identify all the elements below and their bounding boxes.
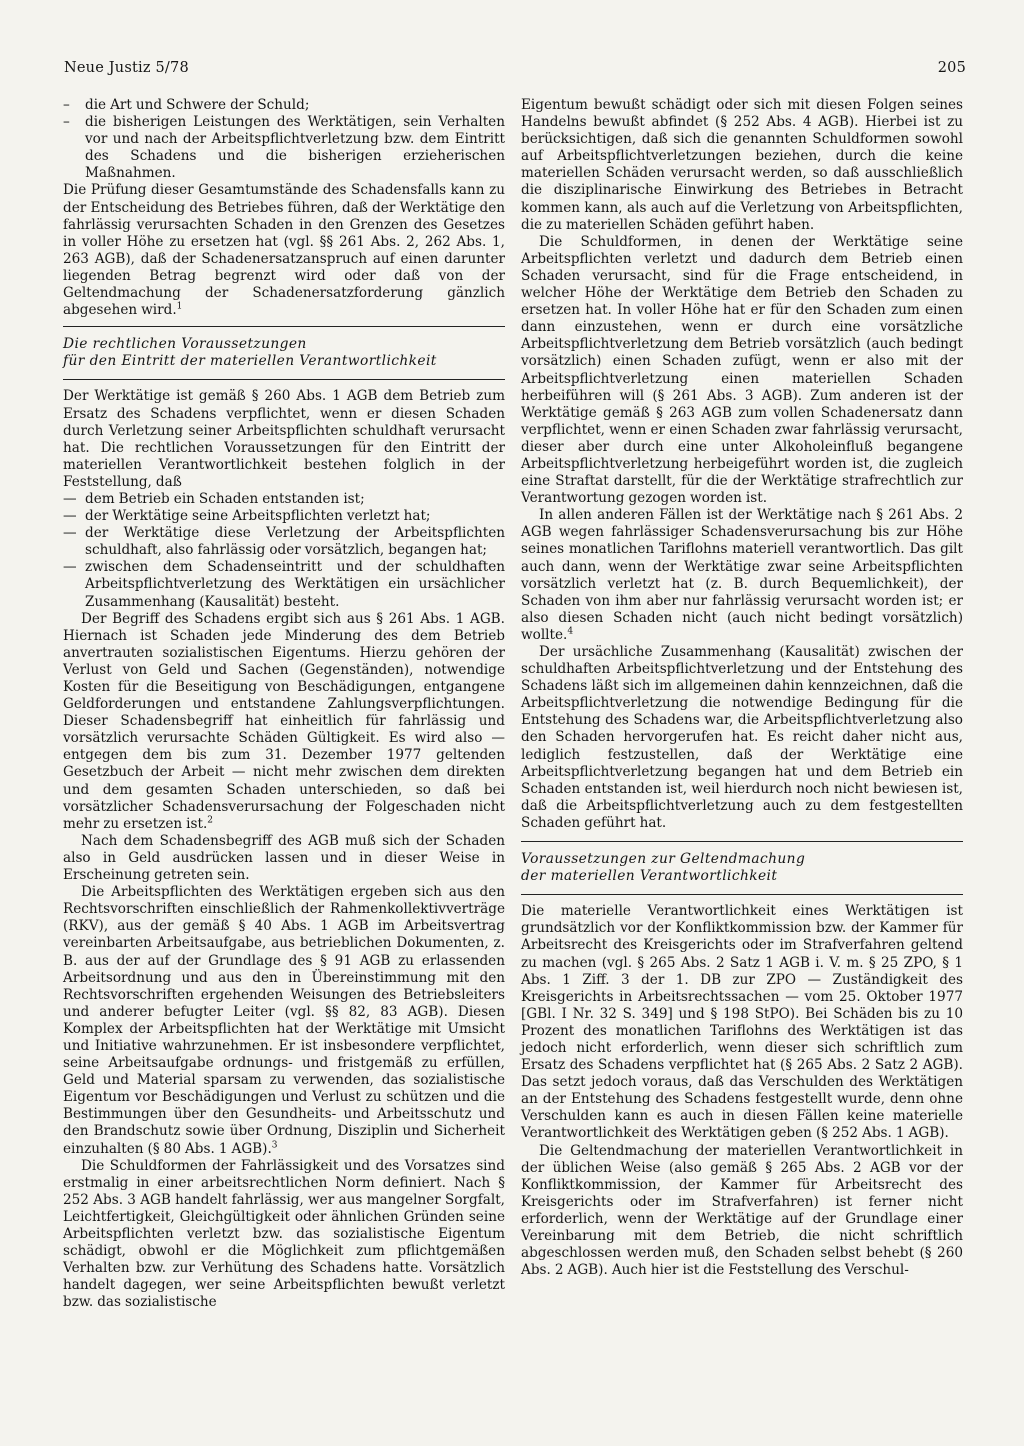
paragraph (63, 611, 505, 833)
list-item-text: zwischen dem Schadenseintritt und der schuldhaften Arbeitspflichtverletzung des Werktätigen ein ursächlicher Zusammenhang (Kausalität) besteht. (85, 559, 505, 610)
paragraph: Die Schuldformen, in denen der Werktätige seine Arbeitspflichten verletzt und dadurch dem Betrieb einen Schaden verursacht, sind für die Frage entscheidend, in welcher Höhe der Werktätige dem Betrieb den Schaden zu ersetzen hat. In voller Höhe hat er für den Schaden zum einen dann einzustehen, wenn er durch eine vorsätzliche Arbeitspflichtverletzung dem Betrieb vorsätzlich (auch bedingt vorsätzlich) einen Schaden zufügt, wenn er also mit der Arbeitspflichtverletzung einen materiellen Schaden herbeiführen will (§ 261 Abs. 3 AGB). Zum anderen ist der Werktätige gemäß § 263 AGB zum vollen Schadenersatz dann verpflichtet, wenn er einen Schaden zwar fahrlässig verursacht, dieser aber durch eine unter Alkoholeinfluß begangene Arbeitspflichtverletzung herbeigeführt worden ist, die zugleich eine Straftat darstellt, für die der Werktätige strafrechtlich zur Verantwortung gezogen worden ist. (521, 233, 963, 507)
footnote-ref: 4 (567, 626, 574, 637)
section-divider (521, 894, 963, 895)
list-item-text: der Werktätige diese Verletzung der Arbeitspflichten schuldhaft, also fahrlässig oder vorsätzlich, begangen hat; (85, 525, 505, 559)
list-item-text: der Werktätige seine Arbeitspflichten verletzt hat; (85, 508, 431, 525)
list-dash: — (63, 490, 77, 507)
paragraph: Eigentum bewußt schädigt oder sich mit diesen Folgen seines Handelns bewußt abfindet (§ 252 Abs. 4 AGB). Hierbei ist zu berücksichtigen, daß sich die genannten Schuldformen sowohl auf Arbeitspflichtverletzungen beziehen, durch die keine materiellen Schäden verursacht werden, so daß ausschließlich die disziplinarische Einwirkung des Betriebes in Betracht kommen kann, als auch auf die Verletzung von Arbeitspflichten, die zu materiellen Schäden geführt haben. (521, 97, 963, 233)
list-item-text: dem Betrieb ein Schaden entstanden ist; (85, 490, 365, 507)
footnote-ref: 2 (207, 815, 213, 826)
paragraph: Die Geltendmachung der materiellen Verantwortlichkeit in der üblichen Weise (also gemäß § 265 Abs. 2 AGB vor der Konfliktkommission, der Kammer für Arbeitsrecht des Kreisgerichts oder im Strafverfahren) ist ferner nicht erforderlich, wenn der Werktätige auf der Grundlage einer Vereinbarung mit dem Betrieb, die nicht schriftlich abgeschlossen werden muß, den Schaden selbst behebt (§ 260 Abs. 2 AGB). Auch hier ist die Feststellung des Verschul- (521, 1142, 963, 1279)
section-heading (63, 336, 505, 370)
paragraph: Nach dem Schadensbegriff des AGB muß sich der Schaden also in Geld ausdrücken lassen und in dieser Weise in Erscheinung getreten sein. (63, 832, 505, 884)
paragraph (63, 182, 505, 319)
list-item (63, 525, 505, 559)
section-heading-line: Die rechtlichen Voraussetzungen (63, 336, 307, 353)
running-header-title: Neue Justiz 5/78 (64, 60, 189, 76)
paragraph: Die materielle Verantwortlichkeit eines Werktätigen ist grundsätzlich vor der Konfliktkommission bzw. der Kammer für Arbeitsrecht des Kreisgerichts oder im Strafverfahren geltend zu machen (vgl. § 265 Abs. 2 Satz 1 AGB i. V. m. § 25 ZPO, § 1 Abs. 1 Ziff. 3 der 1. DB zur ZPO — Zuständigkeit des Kreisgerichts in Arbeitsrechtssachen — vom 25. Oktober 1977 [GBl. I Nr. 32 S. 349] und § 198 StPO). Bei Schäden bis zu 10 Prozent des monatlichen Tariflohns des Werktätigen ist das jedoch nicht erforderlich, wenn dieser sich schriftlich zum Ersatz des Schadens verpflichtet hat (§ 265 Abs. 2 Satz 2 AGB). Das setzt jedoch voraus, daß das Verschulden des Werktätigen an der Entstehung des Schadens festgestellt wurde, denn ohne Verschulden kann es auch in diesen Fällen keine materielle Verantwortlichkeit des Werktätigen geben (§ 252 Abs. 1 AGB). (521, 903, 963, 1142)
list-dash: — (63, 508, 77, 525)
paragraph-text: In allen anderen Fällen ist der Werktätige nach § 261 Abs. 2 AGB wegen fahrlässiger Schadensverursachung bis zur Höhe seines monatlichen Tariflohns materiell verantwortlich. Das gilt auch dann, wenn der Werktätige zwar seine Arbeitspflichten vorsätzlich verletzt hat (z. B. durch Bequemlichkeit), der Schaden von ihm aber nur fahrlässig verursacht worden ist; er also diesen Schaden nicht (auch nicht bedingt vorsätzlich) wollte. (521, 507, 963, 643)
left-column (63, 97, 505, 1311)
section-divider (521, 841, 963, 842)
paragraph (63, 884, 505, 1158)
list-item (63, 508, 505, 525)
list-item (63, 559, 505, 610)
footnote-ref: 3 (271, 1140, 278, 1150)
section-heading (521, 851, 963, 885)
paragraph-text: Die Arbeitspflichten des Werktätigen ergeben sich aus den Rechtsvorschriften einschließlich der Rahmenkollektivverträge (RKV), aus der gemäß § 40 Abs. 1 AGB im Arbeitsvertrag vereinbarten Arbeitsaufgabe, aus betrieblichen Dokumenten, z. B. aus der auf der Grundlage des § 91 AGB zu erlassenden Arbeitsordnung und aus den in Übereinstimmung mit den Rechtsvorschriften ergehenden Weisungen des Betriebsleiters und anderer befugter Leiter (vgl. §§ 82, 83 AGB). Diesen Komplex der Arbeitspflichten hat der Werktätige mit Umsicht und Initiative wahrzunehmen. Er ist insbesondere verpflichtet, seine Arbeitsaufgabe ordnungs- und fristgemäß zu erfüllen, Geld und Material sparsam zu verwenden, das sozialistische Eigentum vor Beschädigungen und Verlust zu schützen und die Bestimmungen über den Gesundheits- und Arbeitsschutz und den Brandschutz sowie über Ordnung, Disziplin und Sicherheit einzuhalten (§ 80 Abs. 1 AGB). (63, 884, 505, 1157)
page-number: 205 (937, 60, 966, 76)
list-dash: — (63, 525, 77, 542)
section-heading-line: der materiellen Verantwortlichkeit (521, 868, 778, 885)
list-dash: – (63, 114, 70, 131)
footnote-ref: 1 (176, 301, 183, 312)
section-divider (63, 379, 505, 380)
right-column (521, 97, 963, 1279)
paragraph: Die Schuldformen der Fahrlässigkeit und des Vorsatzes sind erstmalig in einer arbeitsrechtlichen Norm definiert. Nach § 252 Abs. 3 AGB handelt fahrlässig, wer aus mangelner Sorgfalt, Leichtfertigkeit, Gleichgültigkeit oder ähnlichen Gründen seine Arbeitspflichten verletzt bzw. das sozialistische Eigentum schädigt, obwohl er die Möglichkeit zum pflichtgemäßen Verhalten bzw. zur Verhütung des Schadens hatte. Vorsätzlich handelt dagegen, wer seine Arbeitspflichten bewußt verletzt bzw. das sozialistische (63, 1157, 505, 1311)
list-item (63, 491, 505, 508)
paragraph: Der ursächliche Zusammenhang (Kausalität) zwischen der schuldhaften Arbeitspflichtverletzung und der Entstehung des Schadens läßt sich im allgemeinen dahin kennzeichnen, daß die Arbeitspflichtverletzung die notwendige Bedingung für die Entstehung des Schadens war, die Arbeitspflichtverletzung also den Schaden hervorgerufen hat. Es reicht daher nicht aus, lediglich festzustellen, daß der Werktätige eine Arbeitspflichtverletzung begangen hat und dem Betrieb ein Schaden entstanden ist, weil hierdurch noch nicht bewiesen ist, daß die Arbeitspflichtverletzung auch zu dem festgestellten Schaden geführt hat. (521, 644, 963, 831)
list-dash: – (63, 97, 70, 113)
paragraph-text: Der Begriff des Schadens ergibt sich aus § 261 Abs. 1 AGB. Hiernach ist Schaden jede Minderung des dem Betrieb anvertrauten sozialistischen Eigentums. Hierzu gehören der Verlust von Geld und Sachen (Gegenständen), notwendige Kosten für die Beseitigung von Beschädigungen, entgangene Geldforderungen und entstandene Zahlungsverpflichtungen. Dieser Schadensbegriff hat einheitlich für fahrlässig und vorsätzlich verursachte Schäden Gültigkeit. Es wird also — entgegen dem bis zum 31. Dezember 1977 geltenden Gesetzbuch der Arbeit — nicht mehr zwischen dem direkten und dem gesamten Schaden unterschieden, so daß bei vorsätzlicher Schadensverursachung der Folgeschaden nicht mehr zu ersetzen ist. (63, 610, 505, 832)
section-divider (63, 326, 505, 327)
list-dash: — (63, 559, 77, 576)
list-item (63, 97, 505, 114)
paragraph: Der Werktätige ist gemäß § 260 Abs. 1 AGB dem Betrieb zum Ersatz des Schadens verpflichtet, wenn er diesen Schaden durch Verletzung seiner Arbeitspflichten schuldhaft verursacht hat. Die rechtlichen Voraussetzungen für den Eintritt der materiellen Verantwortlichkeit bestehen folglich in der Feststellung, daß (63, 388, 505, 490)
paragraph-text: Die Prüfung dieser Gesamtumstände des Schadensfalls kann zu der Entscheidung des Betriebes führen, daß der Werktätige den fahrlässig verursachten Schaden in den Grenzen des Gesetzes in voller Höhe zu ersetzen hat (vgl. §§ 261 Abs. 2, 262 Abs. 1, 263 AGB), daß der Schadenersatzanspruch auf einen darunter liegenden Betrag begrenzt wird oder daß von der Geltendmachung der Schadenersatzforderung gänzlich abgesehen wird. (63, 182, 505, 319)
list-item (63, 114, 505, 182)
section-heading-line: für den Eintritt der materiellen Verantwortlichkeit (63, 353, 437, 370)
section-heading-line: Voraussetzungen zur Geltendmachung (521, 851, 806, 868)
list-item-text: die bisherigen Leistungen des Werktätigen, sein Verhalten vor und nach der Arbeitspflichtverletzung bzw. dem Eintritt des Schadens und die bisherigen erzieherischen Maßnahmen. (85, 114, 505, 182)
paragraph (521, 507, 963, 644)
list-item-text: die Art und Schwere der Schuld; (85, 97, 310, 113)
